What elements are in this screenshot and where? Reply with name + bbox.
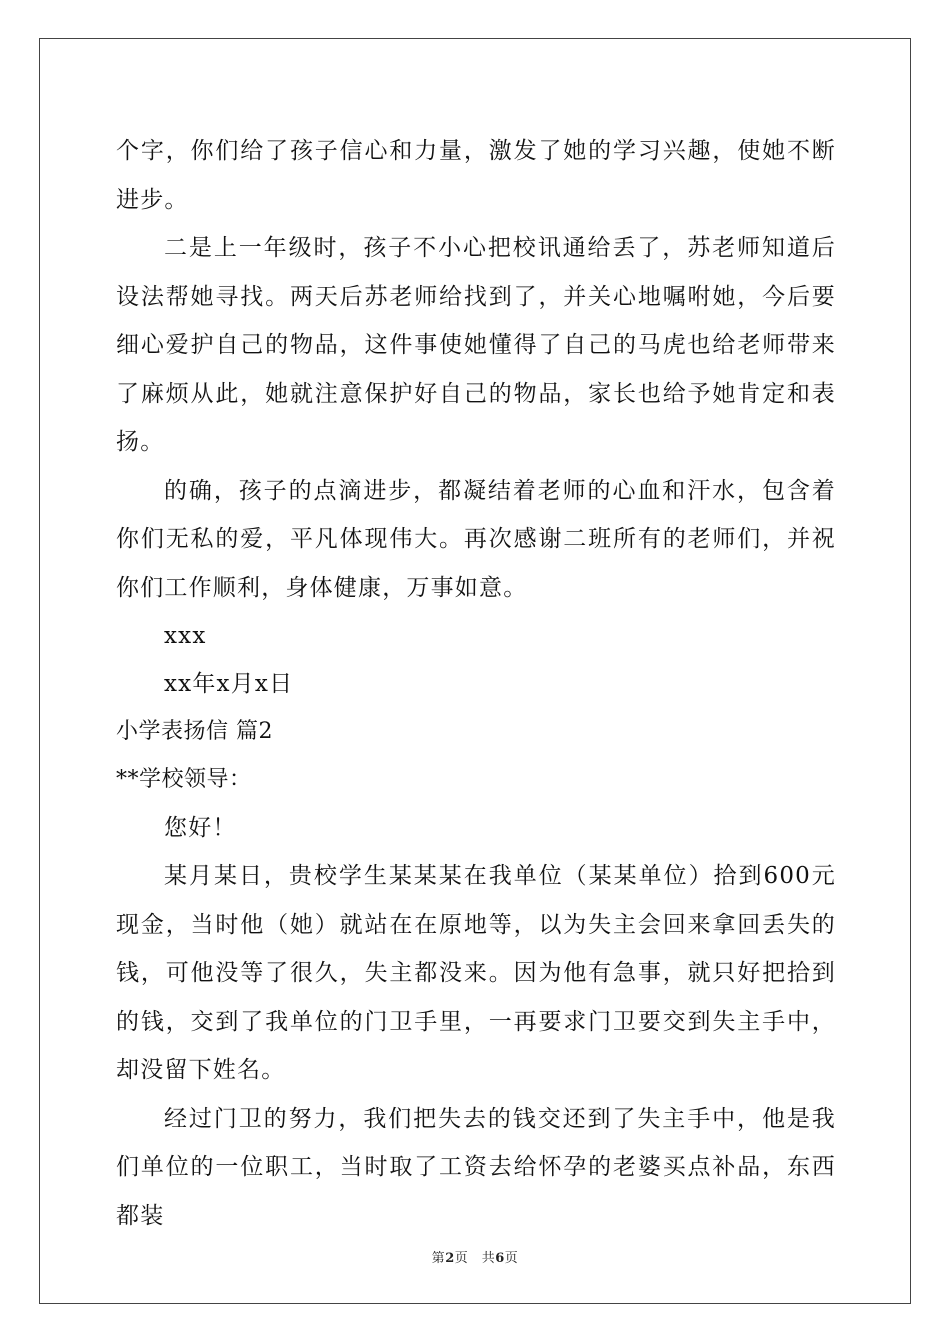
paragraph-lost-item: 二是上一年级时，孩子不小心把校讯通给丢了，苏老师知道后设法帮她寻找。两天后苏老师给找到了，并关心地嘱咐她，今后要细心爱护自己的物品，这件事使她懂得了自己的马虎也给老师带来了麻烦从此，她就注意保护好自己的物品，家长也给予她肯定和表扬。 <box>116 235 836 455</box>
paragraph-thanks: 的确，孩子的点滴进步，都凝结着老师的心血和汗水，包含着你们无私的爱，平凡体现伟大。再次感谢二班所有的老师们，并祝你们工作顺利，身体健康，万事如意。 <box>116 477 836 601</box>
footer-middle: 页 共 <box>454 1251 496 1266</box>
letter-greeting: **学校领导： <box>116 767 252 792</box>
letter-salutation: 您好！ <box>164 815 237 841</box>
signature-name: xxx <box>164 623 207 649</box>
footer-total-pages: 6 <box>495 1251 505 1266</box>
paragraph-found-money: 某月某日，贵校学生某某某在我单位（某某单位）拾到600元现金，当时他（她）就站在在原地等，以为失主会回来拿回丢失的钱，可他没等了很久，失主都没来。因为他有急事，就只好把拾到的钱，交到了我单位的门卫手里，一再要求门卫要交到失主手中，却没留下姓名。 <box>116 863 836 1083</box>
footer-prefix: 第 <box>431 1251 446 1266</box>
signature-date: xx年x月x日 <box>164 671 294 697</box>
footer-suffix: 页 <box>504 1251 519 1266</box>
footer-page-number: 2 <box>445 1251 455 1266</box>
paragraph-return-money: 经过门卫的努力，我们把失去的钱交还到了失主手中，他是我们单位的一位职工，当时取了工资去给怀孕的老婆买点补品，东西都装 <box>116 1105 836 1229</box>
section-title: 小学表扬信 篇2 <box>116 719 273 744</box>
page-footer <box>0 1247 950 1266</box>
document-body <box>116 127 836 1240</box>
paragraph-continued: 个字，你们给了孩子信心和力量，激发了她的学习兴趣，使她不断进步。 <box>116 138 836 213</box>
